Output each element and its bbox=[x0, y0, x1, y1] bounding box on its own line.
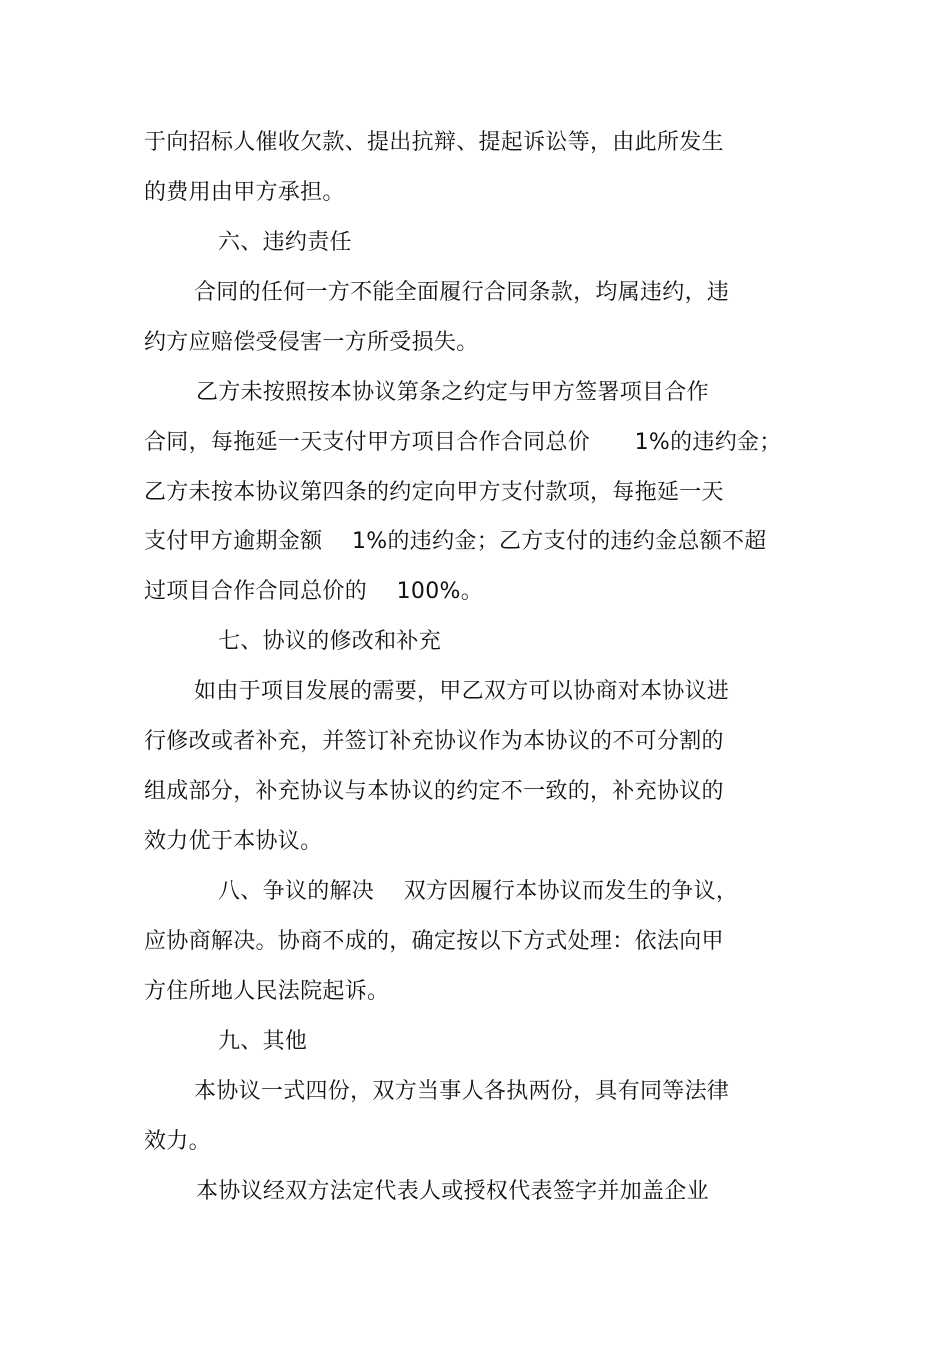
body-line: 过项目合作合同总价的 100%。 bbox=[144, 579, 483, 604]
body-line: 合同的任何一方不能全面履行合同条款，均属违约，违 bbox=[194, 280, 730, 305]
body-line: 本协议一式四份，双方当事人各执两份，具有同等法律 bbox=[194, 1079, 730, 1104]
body-line: 合同，每拖延一天支付甲方项目合作合同总价 1%的违约金； bbox=[144, 430, 782, 455]
body-line: 行修改或者补充，并签订补充协议作为本协议的不可分割的 bbox=[144, 729, 724, 754]
body-line: 效力优于本协议。 bbox=[144, 829, 323, 854]
body-line: 如由于项目发展的需要，甲乙双方可以协商对本协议进 bbox=[194, 679, 730, 704]
body-line: 的费用由甲方承担。 bbox=[144, 180, 345, 205]
section-heading: 八、争议的解决 双方因履行本协议而发生的争议， bbox=[218, 879, 739, 904]
section-heading: 七、协议的修改和补充 bbox=[218, 629, 442, 654]
section-heading: 九、其他 bbox=[218, 1029, 308, 1054]
body-line: 支付甲方逾期金额 1%的违约金；乙方支付的违约金总额不超 bbox=[144, 529, 767, 554]
body-line: 约方应赔偿受侵害一方所受损失。 bbox=[144, 330, 479, 355]
body-line: 应协商解决。协商不成的，确定按以下方式处理：依法向甲 bbox=[144, 929, 724, 954]
body-line: 效力。 bbox=[144, 1129, 211, 1154]
body-line: 乙方未按本协议第四条的约定向甲方支付款项，每拖延一天 bbox=[144, 480, 724, 505]
body-line: 乙方未按照按本协议第条之约定与甲方签署项目合作 bbox=[196, 380, 709, 405]
section-heading: 六、违约责任 bbox=[218, 230, 352, 255]
body-line: 方住所地人民法院起诉。 bbox=[144, 979, 390, 1004]
body-line: 本协议经双方法定代表人或授权代表签字并加盖企业 bbox=[196, 1179, 709, 1204]
body-line: 于向招标人催收欠款、提出抗辩、提起诉讼等，由此所发生 bbox=[144, 130, 724, 155]
body-line: 组成部分，补充协议与本协议的约定不一致的，补充协议的 bbox=[144, 779, 724, 804]
